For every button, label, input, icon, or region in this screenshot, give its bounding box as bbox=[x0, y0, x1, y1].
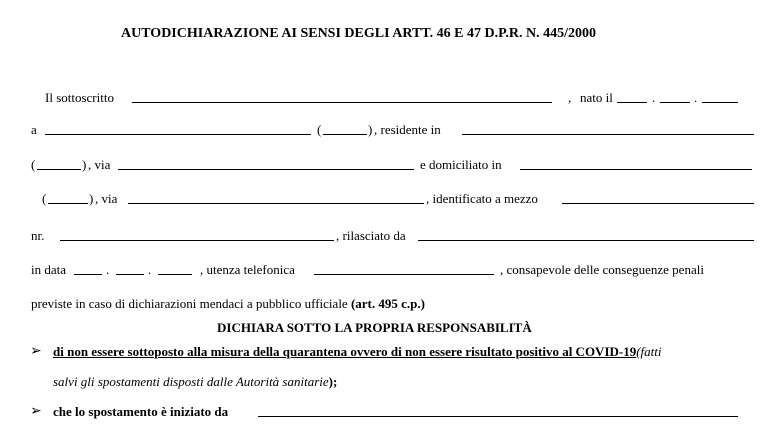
date-separator: . bbox=[652, 90, 656, 105]
identity-document-field[interactable] bbox=[562, 203, 754, 204]
birth-month-field[interactable] bbox=[660, 102, 690, 103]
declaration-heading: DICHIARA SOTTO LA PROPRIA RESPONSABILITÀ bbox=[217, 320, 532, 335]
via-label: , via bbox=[95, 191, 118, 206]
name-field[interactable] bbox=[132, 102, 552, 103]
residence-city-field[interactable] bbox=[462, 134, 754, 135]
date-separator: . bbox=[694, 90, 698, 105]
comma-text: , bbox=[568, 90, 572, 105]
phone-label: , utenza telefonica bbox=[200, 262, 295, 277]
paren-close: ) bbox=[82, 157, 87, 172]
quarantine-statement: di non essere sottoposto alla misura della quarantena ovvero di non essere risultato positivo al COVID-19 bbox=[53, 344, 637, 359]
domicile-province-field[interactable] bbox=[48, 203, 88, 204]
document-number-field[interactable] bbox=[60, 240, 334, 241]
residence-province-field[interactable] bbox=[37, 169, 81, 170]
paren-close: ) bbox=[368, 122, 373, 137]
bullet-arrow-icon: ➢ bbox=[30, 343, 42, 359]
exception-note-open: (fatti bbox=[636, 344, 662, 359]
undersigned-label: Il sottoscritto bbox=[45, 90, 114, 105]
number-label: nr. bbox=[31, 228, 45, 243]
birth-day-field[interactable] bbox=[617, 102, 647, 103]
birthplace-label: a bbox=[31, 122, 37, 137]
false-statements-text: previste in caso di dichiarazioni mendaci a pubblico ufficiale bbox=[31, 296, 348, 311]
residence-street-field[interactable] bbox=[118, 169, 414, 170]
residence-label: , residente in bbox=[374, 122, 441, 137]
phone-field[interactable] bbox=[314, 274, 494, 275]
document-title: AUTODICHIARAZIONE AI SENSI DEGLI ARTT. 46 E 47 D.P.R. N. 445/2000 bbox=[121, 26, 596, 41]
paren-open: ( bbox=[31, 157, 36, 172]
exception-note: salvi gli spostamenti disposti dalle Autorità sanitarie bbox=[53, 374, 329, 389]
issue-month-field[interactable] bbox=[116, 274, 144, 275]
paren-close: ) bbox=[89, 191, 94, 206]
via-label: , via bbox=[88, 157, 111, 172]
issue-year-field[interactable] bbox=[158, 274, 192, 275]
article-reference: (art. 495 c.p.) bbox=[350, 296, 425, 311]
birthplace-field[interactable] bbox=[45, 134, 311, 135]
identified-label: , identificato a mezzo bbox=[426, 191, 538, 206]
birth-province-field[interactable] bbox=[323, 134, 367, 135]
paren-open: ( bbox=[42, 191, 47, 206]
false-statements-label bbox=[31, 296, 425, 312]
issued-label: , rilasciato da bbox=[336, 228, 406, 243]
domicile-city-field[interactable] bbox=[520, 169, 752, 170]
born-label: nato il bbox=[580, 90, 613, 105]
aware-label: , consapevole delle conseguenze penali bbox=[500, 262, 704, 277]
date-separator: . bbox=[148, 262, 152, 277]
departure-location-field[interactable] bbox=[258, 416, 738, 417]
declaration-item-quarantine-cont bbox=[53, 374, 337, 390]
declaration-item-quarantine bbox=[53, 344, 662, 360]
paren-open: ( bbox=[317, 122, 322, 137]
issuing-authority-field[interactable] bbox=[418, 240, 754, 241]
issue-day-field[interactable] bbox=[74, 274, 102, 275]
exception-note-end: ); bbox=[328, 374, 338, 389]
date-separator: . bbox=[106, 262, 110, 277]
issue-date-label: in data bbox=[31, 262, 67, 277]
bullet-arrow-icon: ➢ bbox=[30, 403, 42, 419]
birth-year-field[interactable] bbox=[702, 102, 738, 103]
domicile-label: e domiciliato in bbox=[420, 157, 502, 172]
departure-label: che lo spostamento è iniziato da bbox=[53, 404, 229, 419]
domicile-street-field[interactable] bbox=[128, 203, 424, 204]
